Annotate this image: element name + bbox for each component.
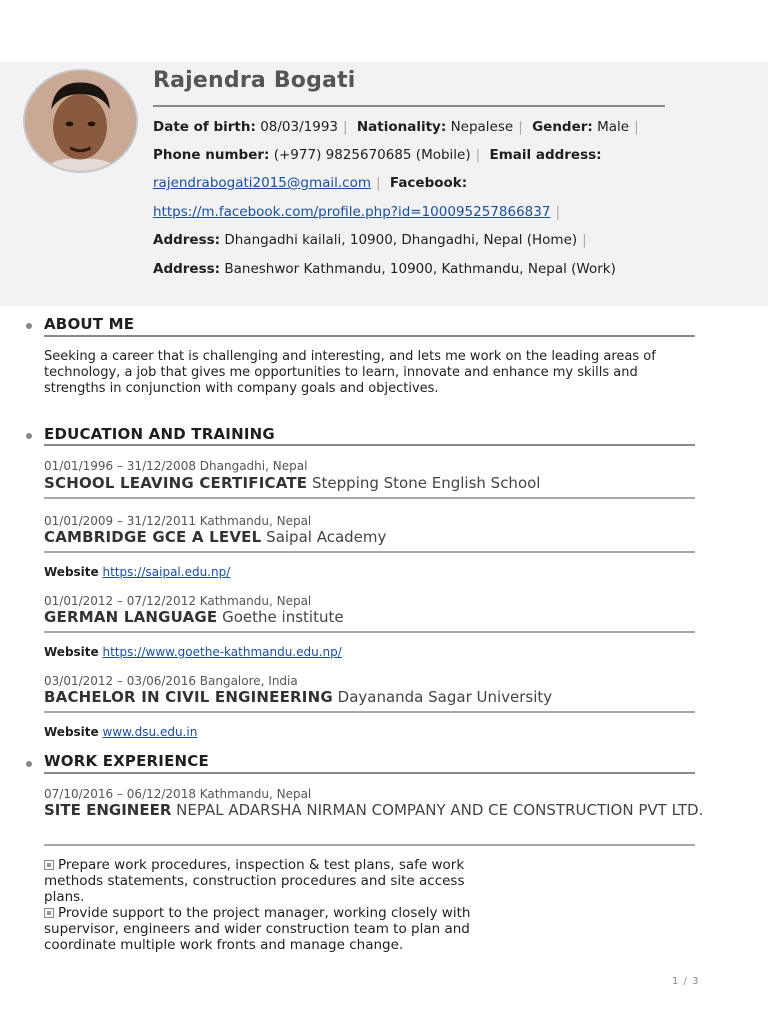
website-link-dsu[interactable]: www.dsu.edu.in [102,725,198,739]
education-institution-1: Stepping Stone English School [312,474,541,492]
facebook-link[interactable]: https://m.facebook.com/profile.php?id=100095257866837 [153,204,551,220]
education-entry-4 [44,688,552,706]
education-degree-2: CAMBRIDGE GCE A LEVEL [44,528,262,546]
about-section-title: ABOUT ME [44,315,135,333]
work-section-title: WORK EXPERIENCE [44,752,209,770]
website-label: Website [44,645,99,659]
work-meta-1: 07/10/2016 – 06/12/2018 Kathmandu, Nepal [44,787,312,801]
duty-text-1: Prepare work procedures, inspection & test plans, safe work methods statements, construction procedures and site access plans. [44,857,465,905]
education-institution-3: Goethe institute [222,608,344,626]
education-degree-1: SCHOOL LEAVING CERTIFICATE [44,474,308,492]
work-divider [44,772,695,774]
dob-value: 08/03/1993 [260,119,338,135]
bullet-image-icon [44,908,54,918]
about-divider [44,335,695,337]
website-label: Website [44,565,99,579]
address-home-line [153,232,592,248]
work-company-1: NEPAL ADARSHA NIRMAN COMPANY AND CE CONSTRUCTION PVT LTD. [176,801,704,819]
education-meta-2: 01/01/2009 – 31/12/2011 Kathmandu, Nepal [44,514,312,528]
education-entry-3 [44,608,344,626]
work-role-1: SITE ENGINEER [44,801,172,819]
phone-value: (+977) 9825670685 (Mobile) [273,147,471,163]
nationality-label: Nationality: [356,119,447,135]
personal-info-line-4 [153,204,565,220]
education-website-2 [44,565,230,579]
duty-text-2: Provide support to the project manager, working closely with supervisor, engineers and wider construction team to plan and coordinate multiple work fronts and manage change. [44,905,471,953]
address-work-line [153,261,616,277]
education-institution-4: Dayananda Sagar University [337,688,553,706]
dob-label: Date of birth: [153,119,256,135]
education-degree-3: GERMAN LANGUAGE [44,608,218,626]
email-label: Email address: [489,147,602,163]
gender-value: Male [597,119,630,135]
separator: | [475,147,481,163]
separator: | [343,119,348,135]
work-entry-1 [44,801,704,820]
separator: | [634,119,639,135]
gender-label: Gender: [532,119,593,135]
about-text: Seeking a career that is challenging and interesting, and lets me work on the leading areas of technology, a job that gives me opportunities to learn, innovate and enhance my skills and strengths in conjunction with company goals and objectives. [44,349,656,396]
separator: | [376,175,381,191]
website-link-saipal[interactable]: https://saipal.edu.np/ [102,565,231,579]
profile-photo [23,69,138,173]
education-entry-2 [44,528,386,546]
education-institution-2: Saipal Academy [266,528,387,546]
list-item [44,857,474,905]
education-entry-divider [44,551,695,553]
website-link-goethe[interactable]: https://www.goethe-kathmandu.edu.np/ [102,645,342,659]
separator: | [582,232,587,248]
top-strip [0,0,768,62]
education-website-4 [44,725,197,739]
website-label: Website [44,725,99,739]
personal-info-line-1 [153,119,644,135]
education-entry-divider [44,631,695,633]
address-label: Address: [153,232,221,248]
personal-info-line-3 [153,175,467,191]
name-divider [153,105,665,107]
section-bullet-icon [26,323,32,329]
profile-photo-icon [25,71,136,171]
email-link[interactable]: rajendrabogati2015@gmail.com [153,175,372,191]
education-entry-divider [44,497,695,499]
work-entry-divider [44,844,695,846]
page-number: 1 / 3 [672,976,700,987]
bullet-image-icon [44,860,54,870]
person-name: Rajendra Bogati [153,68,356,93]
education-website-3 [44,645,342,659]
education-meta-3: 01/01/2012 – 07/12/2012 Kathmandu, Nepal [44,594,312,608]
education-divider [44,444,695,446]
address-label: Address: [153,261,221,277]
education-meta-4: 03/01/2012 – 03/06/2016 Bangalore, India [44,674,298,688]
education-entry-divider [44,711,695,713]
list-item [44,905,474,953]
address-home-value: Dhangadhi kailali, 10900, Dhangadhi, Nepal (Home) [224,232,578,248]
education-section-title: EDUCATION AND TRAINING [44,425,275,443]
personal-info-line-2 [153,147,602,163]
education-entry-1 [44,474,540,492]
phone-label: Phone number: [153,147,270,163]
facebook-label: Facebook: [389,175,468,191]
section-bullet-icon [26,761,32,767]
address-work-value: Baneshwor Kathmandu, 10900, Kathmandu, Nepal (Work) [224,261,616,277]
separator: | [555,204,560,220]
separator: | [518,119,523,135]
education-meta-1: 01/01/1996 – 31/12/2008 Dhangadhi, Nepal [44,459,308,473]
work-duties-list [44,857,474,953]
education-degree-4: BACHELOR IN CIVIL ENGINEERING [44,688,333,706]
nationality-value: Nepalese [450,119,514,135]
section-bullet-icon [26,433,32,439]
